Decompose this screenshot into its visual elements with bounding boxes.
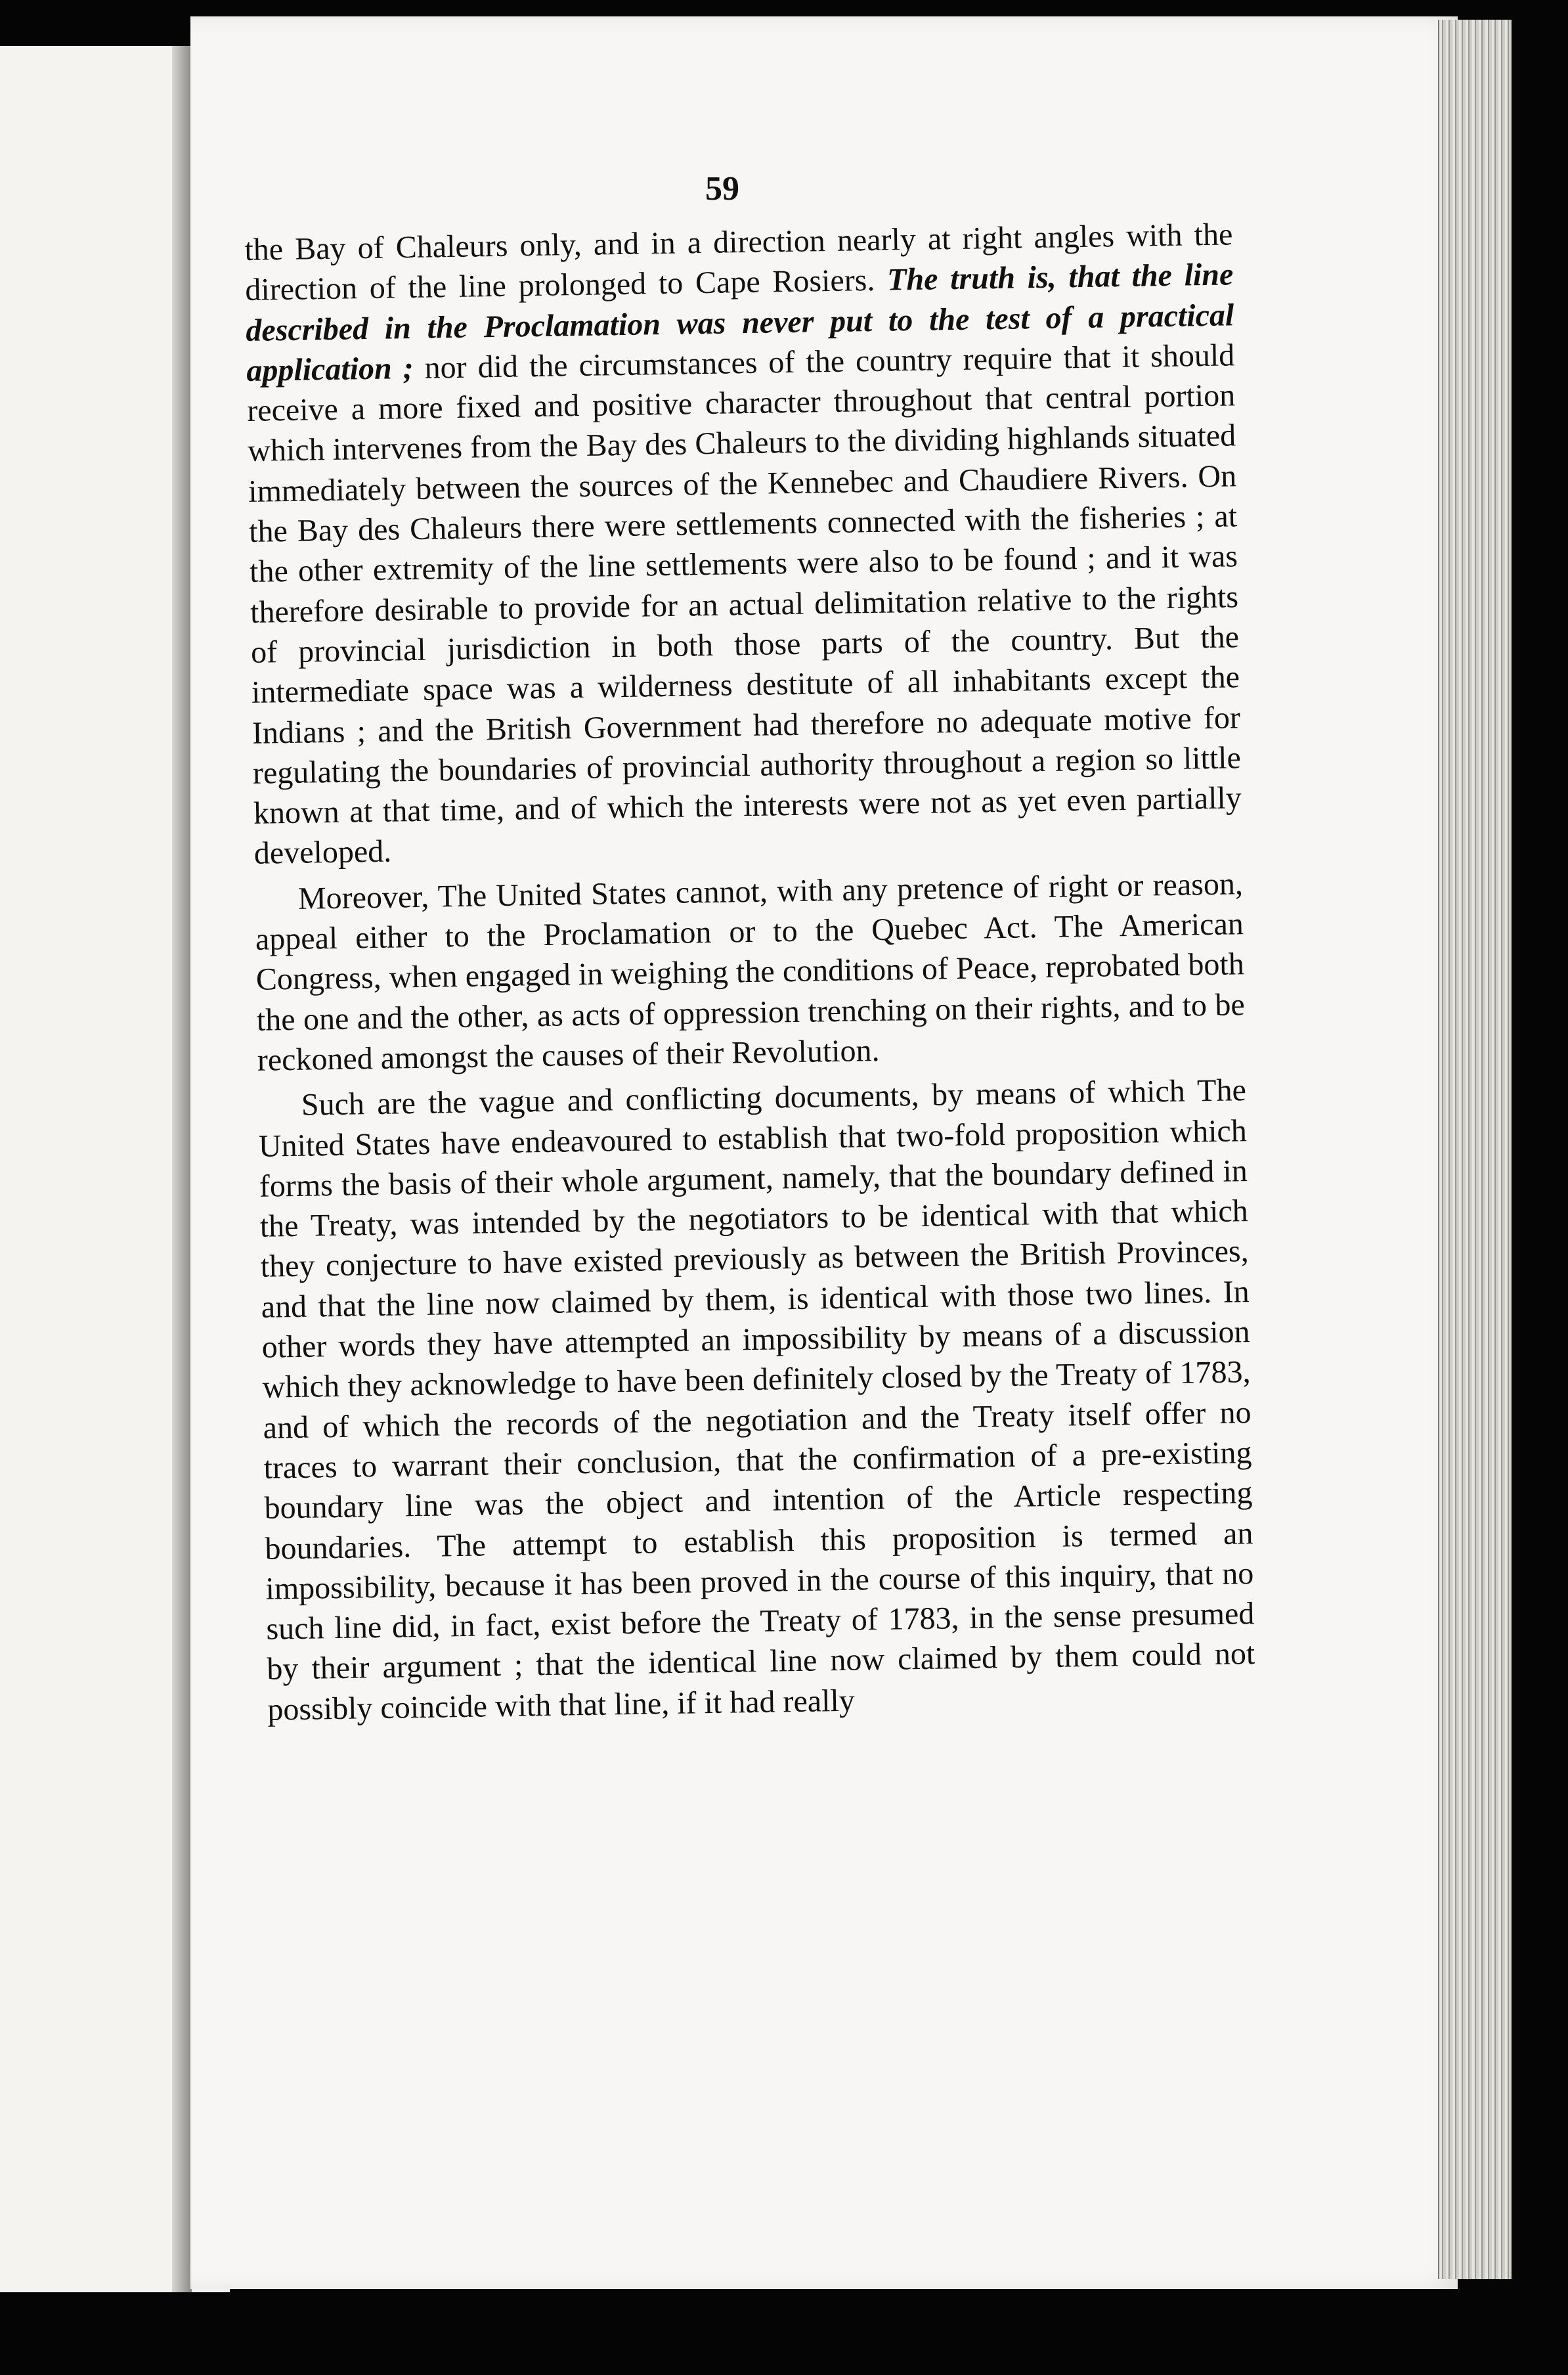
page-edges [1438,20,1512,2279]
paragraph-1 [244,214,1242,874]
page-number: 59 [705,170,739,208]
page-body [244,214,1256,1729]
paragraph-1-italic: The truth is, that the line described in the Proclamation was never put to the test of a practical application ; [245,257,1234,388]
paragraph-1-end: nor did the circumstances of the country require that it should receive a more fixed and positive character throughout that central portion which intervenes from the Bay des Chaleurs to the dividing highlands situated immediately between the sources of the Kennebec and Chaudiere Rivers. On the Bay des Chaleurs there were settlements connected with the fisheries ; at the other extremity of the line settlements were also to be found ; and it was therefore desirable to provide for an actual delimitation relative to the rights of provincial jurisdiction in both those parts of the country. But the intermediate space was a wilderness destitute of all inhabitants except the Indians ; and the British Government had therefore no adequate motive for regulating the boundaries of provincial authority throughout a region so little known at that time, and of which the interests were not as yet even partially developed. [246,338,1242,872]
paragraph-3: Such are the vague and conflicting documents, by means of which The United States have endeavoured to establish that two-fold proposition which forms the basis of their whole argument, namely, that the boundary defined in the Treaty, was intended by the negotiators to be identical with that which they conjecture to have existed previously as between the British Provinces, and that the line now claimed by them, is identical with those two lines. In other words they have attempted an impossibility by means of a discussion which they acknowledge to have been definitely closed by the Treaty of 1783, and of which the records of the negotiation and the Treaty itself offer no traces to warrant their conclusion, that the confirmation of a pre-existing boundary line was the object and intention of the Article respecting boundaries. The attempt to establish this proposition is termed an impossibility, because it has been proved in the course of this inquiry, that no such line did, in fact, exist before the Treaty of 1783, in the sense presumed by their argument ; that the identical line now claimed by them could not possibly coincide with that line, if it had really [258,1073,1255,1727]
paragraph-1-start: the Bay of Chaleurs only, and in a direction nearly at right angles with the direction of the line prolonged to Cape Rosiers. [244,217,1233,308]
paragraph-2: Moreover, The United States cannot, with any pretence of right or reason, appeal either to the Proclamation or to the Quebec Act. The American Congress, when engaged in weighing the conditions of Peace, reprobated both the one and the other, as acts of oppression trenching on their rights, and to be reckoned amongst the causes of their Revolution. [255,866,1246,1078]
book-gutter [172,46,192,2292]
